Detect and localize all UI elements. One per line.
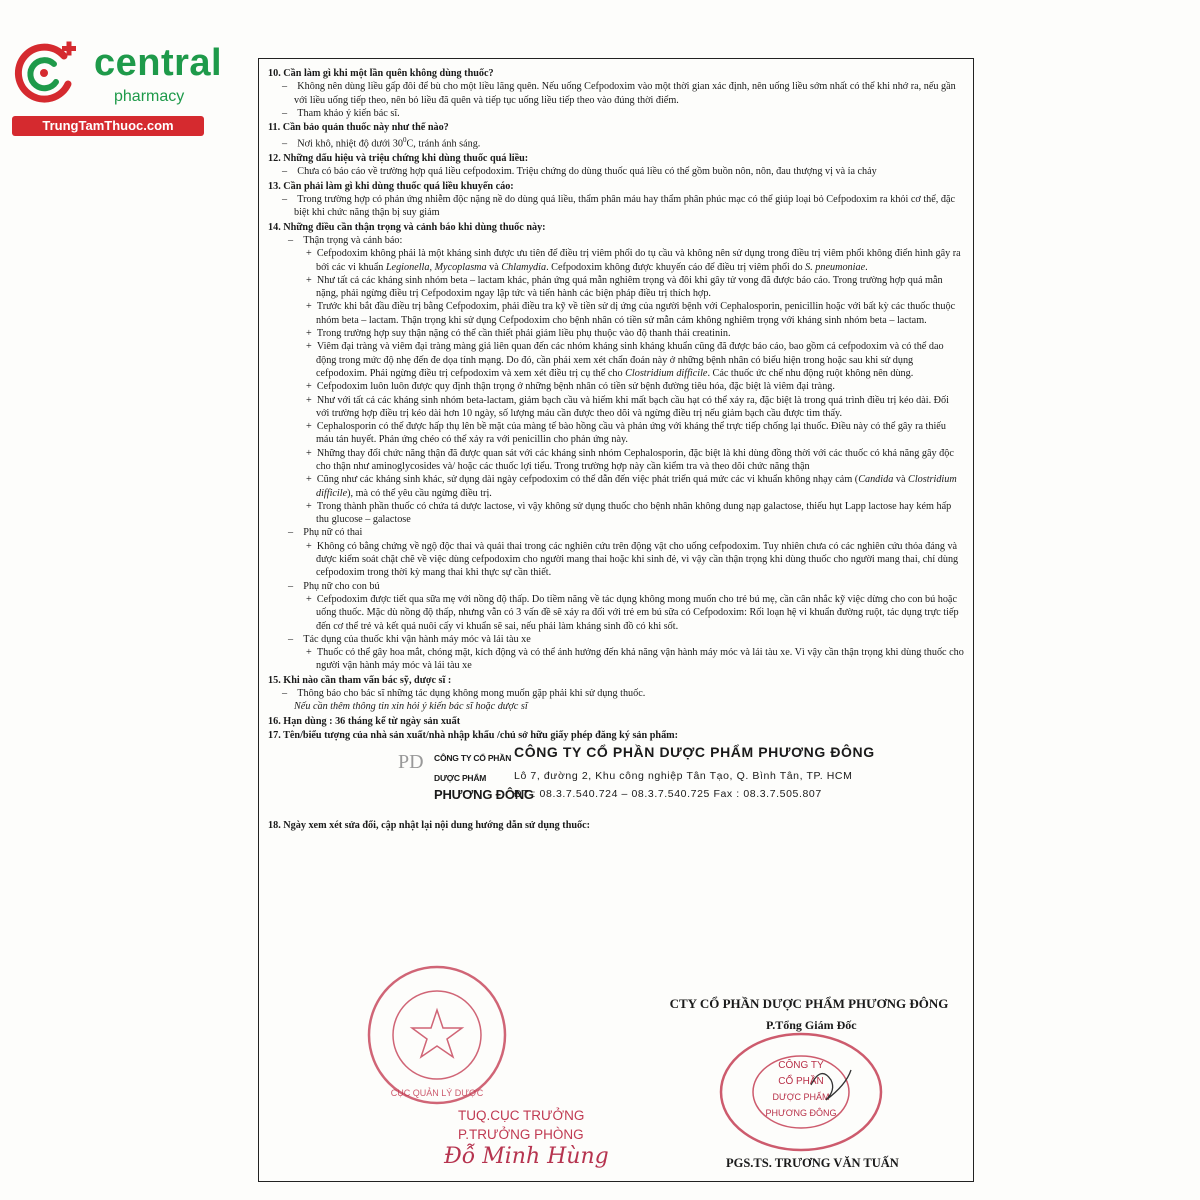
- section-10-title: 10. Cần làm gì khi một lần quên không dùng thuốc?: [268, 68, 494, 79]
- section-14-point: + Cephalosporin có thể được hấp thụ lên bề mặt của màng tế bào hồng cầu và phản ứng với kháng thể trực tiếp chống lại thuốc. Điều này có thể gây ra thiếu máu tán huyết. Phản ứng chéo có thể xảy ra với penicillin cho phản ứng này.: [306, 421, 946, 446]
- authority-seal: [362, 960, 512, 1110]
- section-12-item: – Chưa có báo cáo về trường hợp quá liều cefpodoxim. Triệu chứng do dùng thuốc quá liều có thể gồm buồn nôn, nôn, đau thượng vị và ỉa chảy: [282, 166, 877, 178]
- section-14-point: + Như tất cả các kháng sinh nhóm beta – lactam khác, phản ứng quá mẫn nghiêm trọng và đôi khi gây tử vong đã được báo cáo. Trong trường hợp quá mẫn nặng, phải ngừng điều trị Cefpodoxim ngay lập tức và tiến hành các biện pháp điều trị thích hợp.: [306, 274, 943, 300]
- stamp-line: CỔ PHẦN: [778, 1076, 824, 1087]
- section-16-title: 16. Hạn dùng : 36 tháng kể từ ngày sản xuất: [268, 715, 461, 727]
- logo-name: central: [94, 42, 223, 84]
- company-logo-line: CÔNG TY CỔ PHẦN: [434, 753, 512, 764]
- section-14-group: – Thận trọng và cảnh báo:: [288, 234, 403, 246]
- section-11-item: – Nơi khô, nhiệt độ dưới $30^0C$, tránh ánh sáng.: [282, 136, 481, 150]
- section-13-item: – Trong trường hợp có phản ứng nhiễm độc nặng nề do dùng quá liều, thẩm phân máu hay thẩm phân phúc mạc có thể giúp loại bỏ Cefpodoxim ra khỏi cơ thể, đặc biệt khi chức năng thận bị suy giảm: [282, 194, 956, 219]
- section-14-point: + Cefpodoxim được tiết qua sữa mẹ với nồng độ thấp. Do tiềm năng về tác dụng không mong muốn cho trẻ bú mẹ, cần cân nhắc kỹ việc dừng cho con bú hoặc uống thuốc. Mặc dù nồng độ thấp, nhưng vẫn có 3 vấn đề sẽ xảy ra đối với trẻ em bú sữa có Cefpodoxim: Rối loạn hệ vi khuẩn đường ruột, tác dụng trực tiếp đến cơ thể trẻ và kết quả nuôi cấy vi khuẩn sẽ sai, nếu phải làm kháng sinh đồ có khi sốt.: [306, 593, 959, 632]
- stamp-line: PHƯƠNG ĐÔNG: [765, 1108, 837, 1118]
- company-name: CÔNG TY CỔ PHẦN DƯỢC PHẨM PHƯƠNG ĐÔNG: [514, 744, 875, 761]
- pharmacy-logo-icon: [12, 40, 78, 106]
- seal-text: CỤC QUẢN LÝ DƯỢC: [390, 1088, 484, 1098]
- section-14-group: – Phụ nữ có thai: [288, 527, 363, 539]
- section-17-title: 17. Tên/biểu tượng của nhà sản xuất/nhà nhập khẩu /chủ sở hữu giấy phép đăng ký sản phẩm:: [268, 729, 679, 741]
- section-10-item: – Không nên dùng liều gấp đôi để bù cho một liều lãng quên. Nếu uống Cefpodoxim vào một thời gian xác định, nên uống liều sớm nhất có thể khi nhớ ra, nếu gần với liều uống tiếp theo, nên bỏ liều đã quên và tiếp tục uống liều tiếp theo vào đúng thời điểm.: [282, 81, 956, 106]
- stamp-line: DƯỢC PHẨM: [772, 1092, 830, 1102]
- company-monogram: PD: [398, 751, 424, 774]
- section-14-title: 14. Những điều cần thận trọng và cảnh báo khi dùng thuốc này:: [268, 221, 546, 233]
- left-signer-name: Đỗ Minh Hùng: [444, 1144, 609, 1169]
- left-signer-role: P.TRƯỞNG PHÒNG: [458, 1127, 584, 1142]
- section-14-point: + Thuốc có thể gây hoa mắt, chóng mặt, kích động và có thể ảnh hưởng đến khả năng vận hành máy móc và lái tàu xe. Vì vậy cần thận trọng khi dùng thuốc cho người vận hành máy móc và lái tàu xe: [306, 647, 964, 672]
- right-company-name: CTY CỔ PHẦN DƯỢC PHẨM PHƯƠNG ĐÔNG: [669, 996, 949, 1011]
- logo-sub: pharmacy: [114, 88, 185, 105]
- section-14-point: + Trong thành phần thuốc có chứa tá dược lactose, vì vậy không sử dụng thuốc cho bệnh nhân không dung nạp galactose, thiếu hụt Lapp lactose hay kém hấp thu glucose – galactose: [306, 500, 952, 526]
- left-signer-roles: [458, 1106, 584, 1144]
- section-12-title: 12. Những dấu hiệu và triệu chứng khi dùng thuốc quá liều:: [268, 153, 529, 165]
- company-address: Lô 7, đường 2, Khu công nghiệp Tân Tạo, Q. Bình Tân, TP. HCM: [514, 770, 853, 783]
- section-15-note: Nếu cần thêm thông tin xin hỏi ý kiến bác sĩ hoặc dược sĩ: [294, 701, 528, 713]
- section-15-title: 15. Khi nào cần tham vấn bác sỹ, dược sĩ :: [268, 674, 452, 686]
- section-15-item: – Thông báo cho bác sĩ những tác dụng không mong muốn gặp phải khi sử dụng thuốc.: [282, 688, 646, 700]
- section-13-title: 13. Cần phải làm gì khi dùng thuốc quá liều khuyến cáo:: [268, 180, 514, 192]
- company-logo-line: PHƯƠNG ĐÔNG: [434, 787, 534, 803]
- section-14-point: + Không có bằng chứng về ngộ độc thai và quái thai trong các nghiên cứu trên động vật cho uống cefpodoxim. Tuy nhiên chưa có các nghiên cứu thỏa đáng và được kiểm soát chặt chẽ về việc dùng cefpodoxim cho người mang thai hoặc khi sinh đẻ, vì vậy cần thận trọng khi dùng thuốc cho người mang thai, chỉ dùng cefpodoxim trong thời kỳ mang thai khi thực sự cần thiết.: [306, 540, 959, 579]
- right-signer-name: PGS.TS. TRƯƠNG VĂN TUẤN: [726, 1156, 899, 1170]
- right-signer-role: P.Tổng Giám Đốc: [766, 1018, 857, 1032]
- company-logo-line: DƯỢC PHẨM: [434, 773, 487, 784]
- section-14-point: + Viêm đại tràng và viêm đại tràng màng giả liên quan đến các nhóm kháng sinh kháng khuẩn cũng đã được báo cáo, bao gồm cả cefpodoxim và có thể dao động trong mức độ nhẹ đến đe dọa tính mạng. Do đó, cần phải xem xét chẩn đoán này ở những bệnh nhân có biểu hiện trong hoặc sau khi sử dụng cefpodoxim. Phải ngừng điều trị cefpodoxim và xem xét điều trị cụ thể cho Clostridium difficile. Các thuốc ức chế nhu động ruột không nên dùng.: [306, 341, 944, 379]
- section-10-item: – Tham khảo ý kiến bác sĩ.: [282, 107, 400, 119]
- section-14-point: + Trong trường hợp suy thận nặng có thể cần thiết phải giảm liều phụ thuộc vào độ thanh thải creatinin.: [306, 328, 731, 340]
- central-pharmacy-logo: [10, 38, 223, 138]
- stamp-line: CÔNG TY: [778, 1060, 824, 1071]
- section-14-point: + Cefpodoxim không phải là một kháng sinh được ưu tiên để điều trị viêm phổi do tụ cầu và không nên sử dụng trong điều trị viêm phổi không điển hình gây ra bởi các vi khuẩn Legionella, Mycoplasma và Chlamydia. Cefpodoxim không được khuyến cáo để điều trị viêm phổi do S. pneumoniae.: [306, 248, 961, 273]
- section-14-point: + Cefpodoxim luôn luôn được quy định thận trọng ở những bệnh nhân có tiền sử bệnh đường tiêu hóa, đặc biệt là viêm đại tràng.: [306, 381, 835, 393]
- section-14-group: – Phụ nữ cho con bú: [288, 580, 380, 592]
- section-11-title: 11. Cần bảo quản thuốc này như thế nào?: [268, 122, 449, 134]
- section-14-point: + Cũng như các kháng sinh khác, sử dụng dài ngày cefpodoxim có thể dẫn đến việc phát triển quá mức các vi khuẩn không nhạy cảm (Candida và Clostridium difficile), mà có thể yêu cầu ngừng điều trị.: [306, 474, 957, 499]
- section-14-point: + Những thay đổi chức năng thận đã được quan sát với các kháng sinh nhóm Cephalosporin, đặc biệt là khi dùng đồng thời với các thuốc có khả năng gây độc cho thận như aminoglycosides và/ hoặc các thuốc lợi tiểu. Trong trường hợp này cần kiểm tra và theo dõi chức năng thận: [306, 447, 954, 472]
- section-14-group: – Tác dụng của thuốc khi vận hành máy móc và lái tàu xe: [288, 633, 531, 645]
- company-phone: ĐT : 08.3.7.540.724 – 08.3.7.540.725 Fax : 08.3.7.505.807: [514, 788, 822, 801]
- section-18-title: 18. Ngày xem xét sửa đổi, cập nhật lại nội dung hướng dẫn sử dụng thuốc:: [268, 820, 591, 832]
- left-signer-role: TUQ.CỤC TRƯỞNG: [458, 1108, 585, 1123]
- section-14-point: + Như với tất cả các kháng sinh nhóm beta-lactam, giảm bạch cầu và hiếm khi mất bạch cầu hạt có thể xảy ra, đặc biệt là trong quá trình điều trị kéo dài. Đối với trường hợp điều trị kéo dài hơn 10 ngày, số lượng máu cần được theo dõi và ngừng điều trị nếu giảm bạch cầu được tìm thấy.: [306, 394, 949, 419]
- company-block: [268, 746, 964, 818]
- document-content: [268, 66, 964, 833]
- logo-website[interactable]: TrungTamThuoc.com: [12, 116, 204, 136]
- section-14-point: + Trước khi bắt đầu điều trị bằng Cefpodoxim, phải điều tra kỹ về tiền sử dị ứng của người bệnh với Cephalosporin, penicillin hoặc với bất kỳ các thuốc thuộc nhóm beta – lactam. Thận trọng khi sử dụng Cefpodoxim cho bệnh nhân có tiền sử mẫn cảm không nghiêm trọng với kháng sinh nhóm beta – lactam.: [306, 301, 956, 326]
- company-stamp: [716, 1030, 886, 1160]
